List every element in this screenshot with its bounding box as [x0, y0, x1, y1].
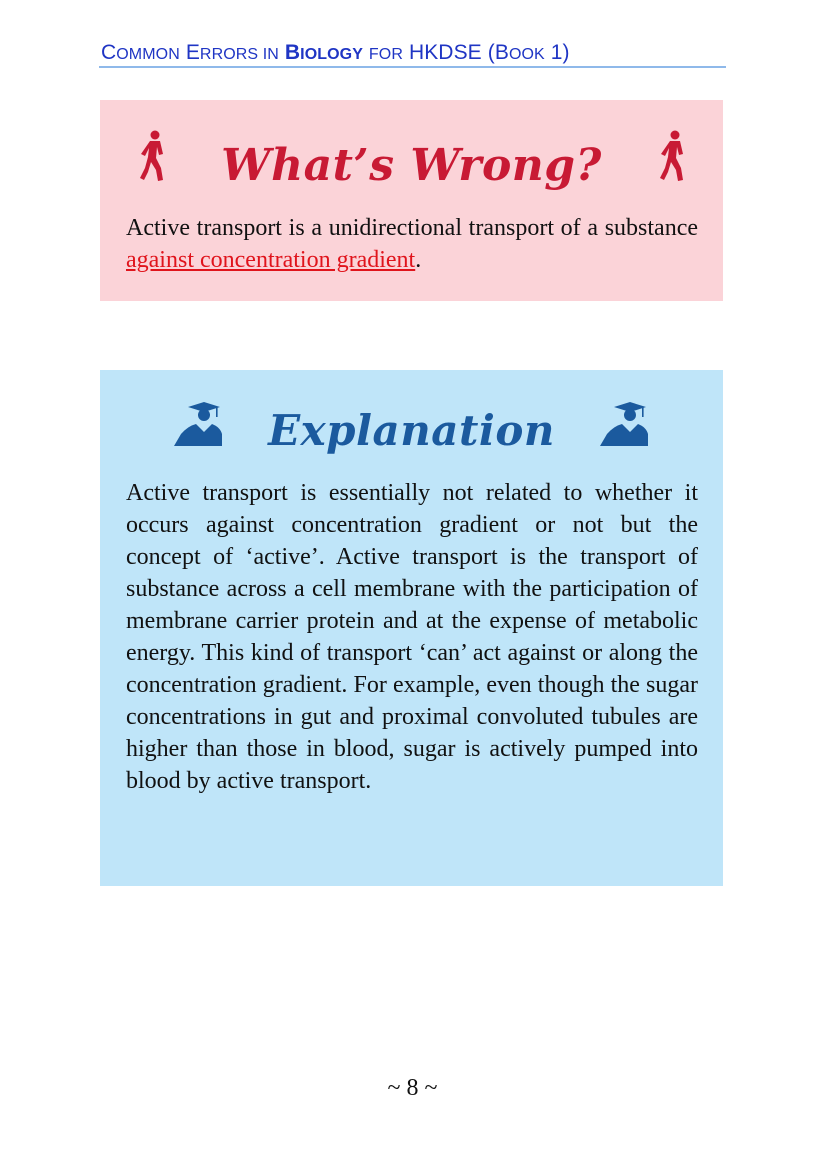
- whats-wrong-box: [100, 100, 723, 301]
- page-header: [99, 36, 726, 68]
- graduate-icon: [600, 402, 648, 446]
- explanation-title: Explanation: [268, 406, 555, 455]
- book-title: COMMON ERRORS IN BIOLOGY FOR HKDSE (BOOK 1): [101, 41, 570, 64]
- running-figure-icon: [656, 130, 692, 182]
- page-number: ~ 8 ~: [387, 1075, 438, 1101]
- error-highlight: against concentration gradient: [126, 247, 416, 273]
- explanation-box: [100, 370, 723, 886]
- whats-wrong-title: What’s Wrong?: [221, 140, 602, 191]
- whats-wrong-statement: Active transport is a unidirectional transport of a substance against concentration gradient.: [126, 215, 698, 273]
- explanation-text: Active transport is essentially not related to whether it occurs against concentration gradient or not but the concept of ‘active’. Active transport is the transport of substance across a cell membrane with the participation of membrane carrier protein and at the expense of metabolic energy. This kind of transport ‘can’ act against or along the concentration gradient. For example, even though the sugar concentrations in gut and proximal convoluted tubules are higher than those in blood, sugar is actively pumped into blood by active transport.: [126, 480, 698, 794]
